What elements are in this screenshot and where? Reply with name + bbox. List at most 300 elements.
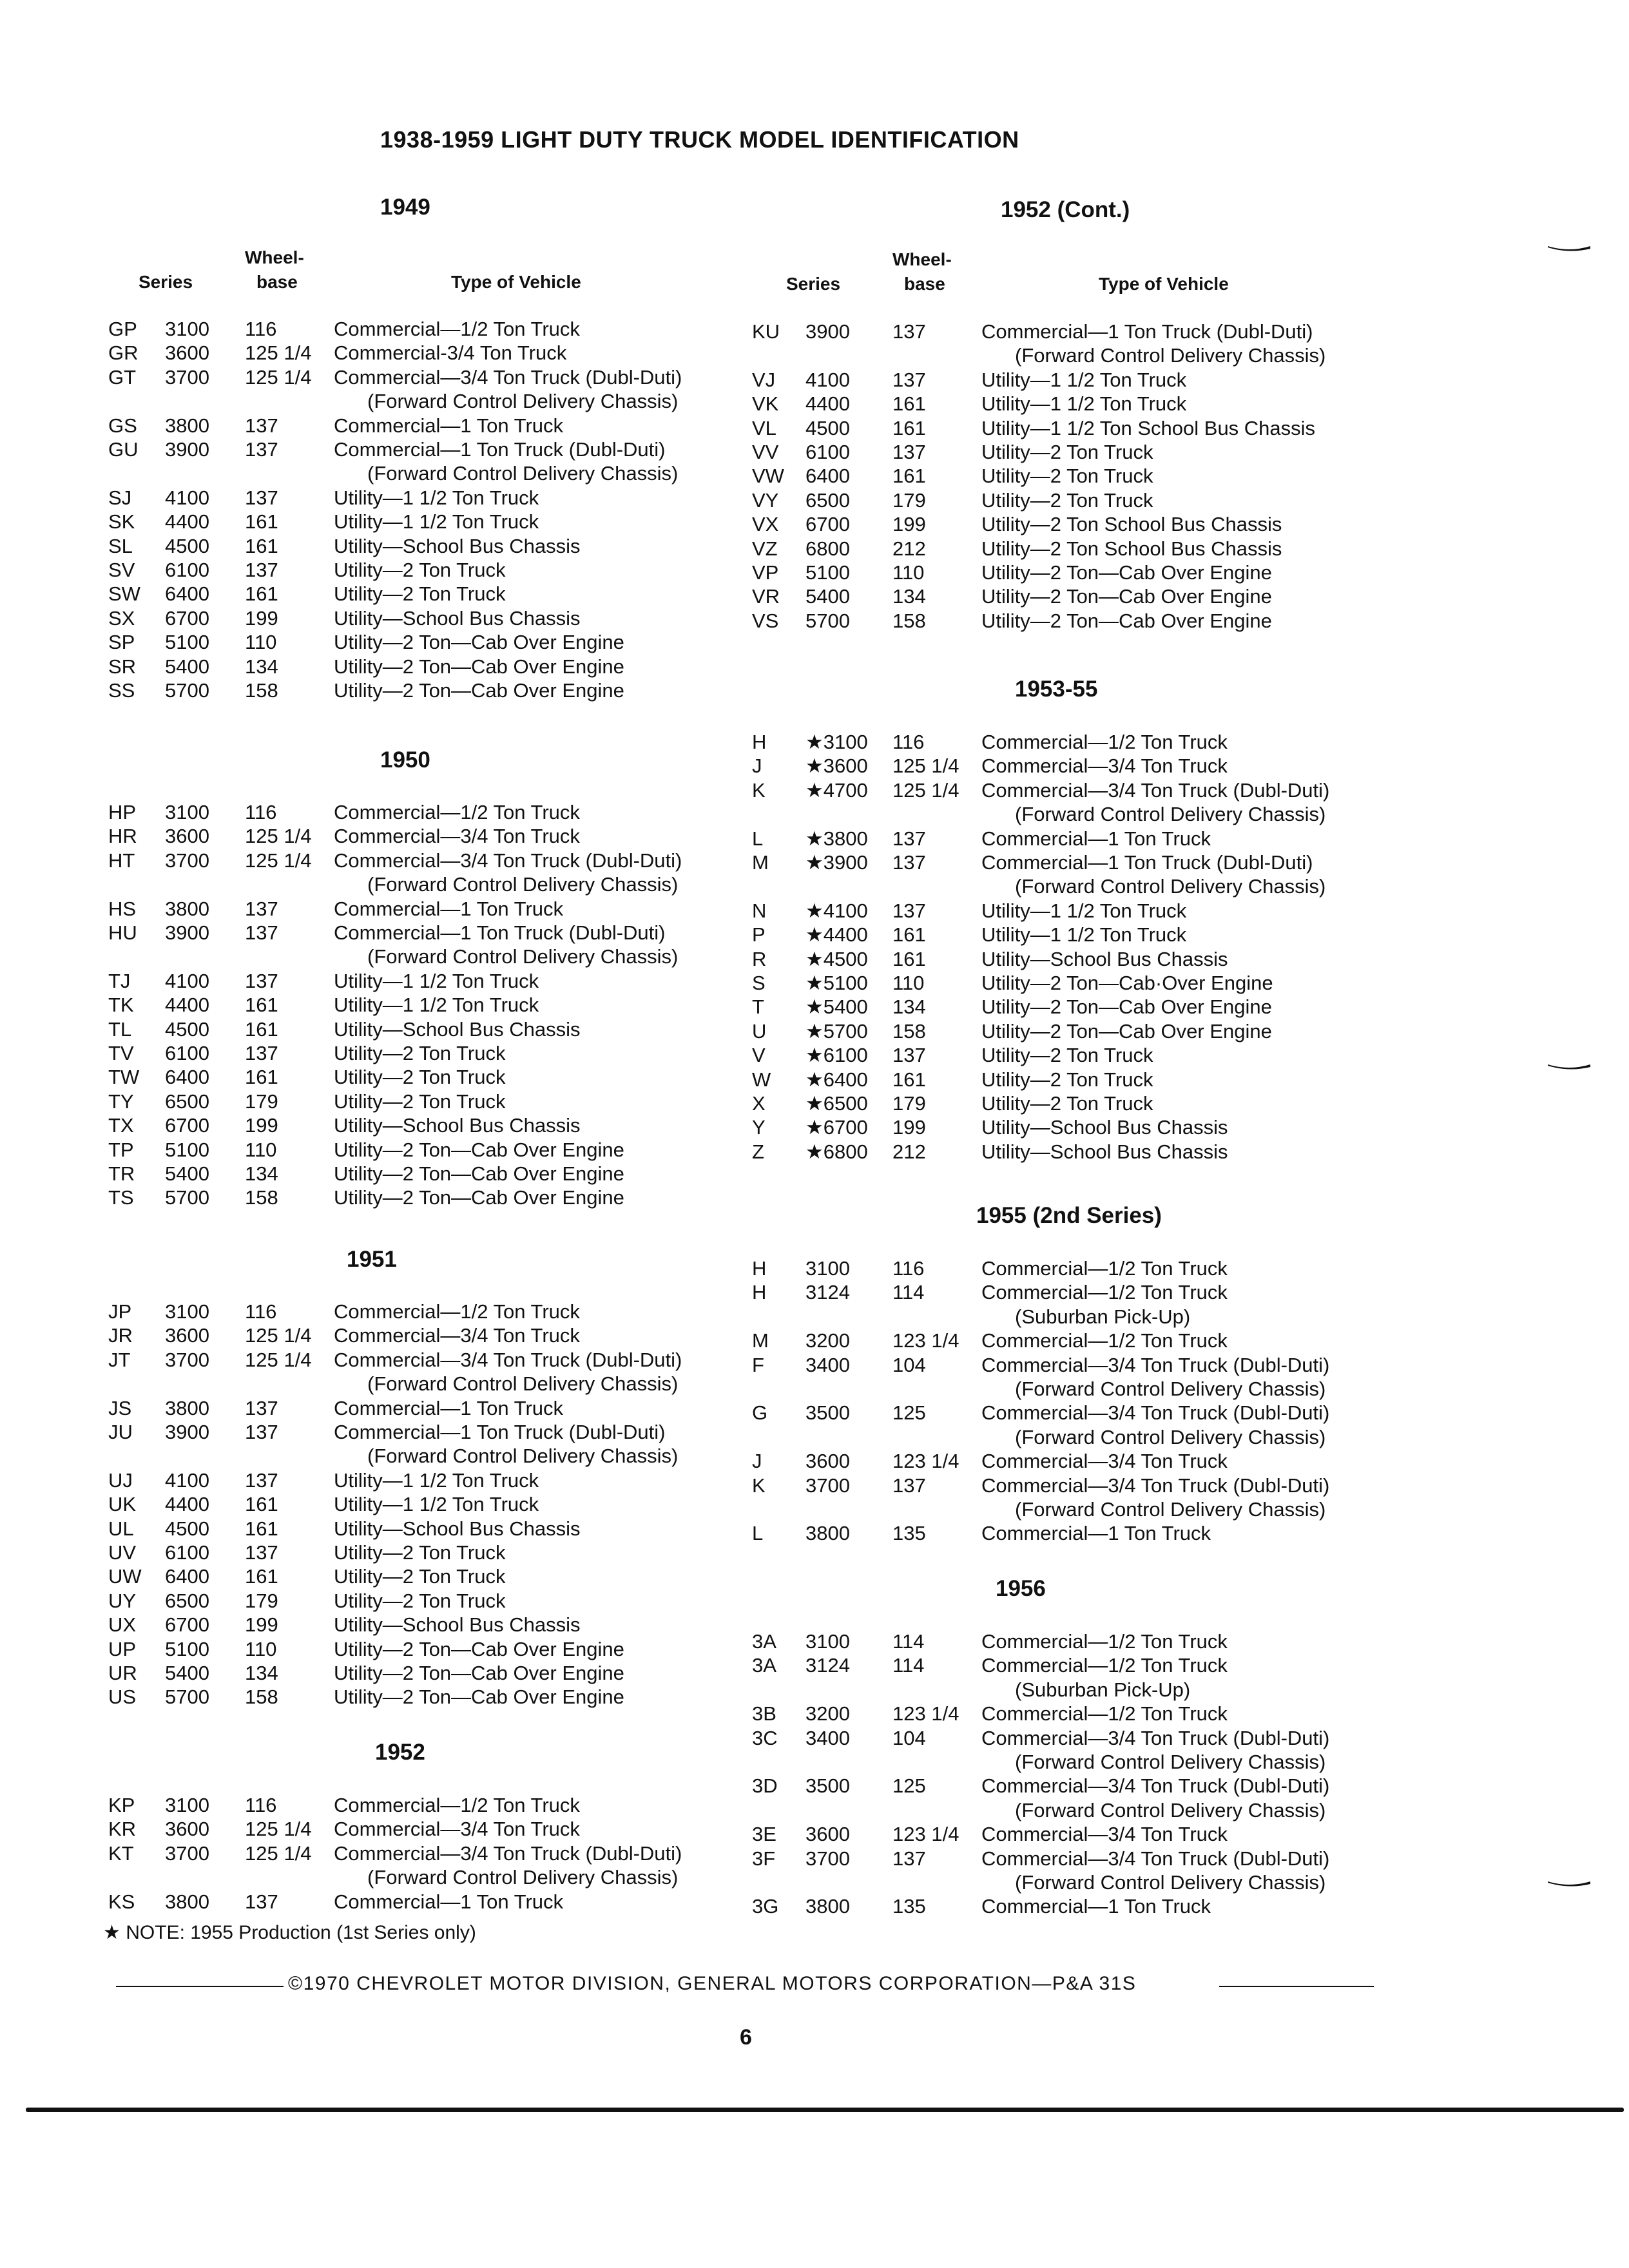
wheelbase-value: 110 bbox=[245, 631, 277, 654]
series-number: 5400 bbox=[165, 1162, 209, 1185]
vehicle-type: Commercial—3/4 Ton Truck (Dubl-Duti) bbox=[334, 1348, 682, 1371]
wheelbase-value: 199 bbox=[245, 606, 278, 629]
right-wheelbase-header: Wheel- bbox=[892, 249, 952, 269]
series-number: 5400 bbox=[165, 655, 209, 678]
model-code: JT bbox=[108, 1348, 131, 1371]
series-number: 3800 bbox=[805, 1895, 850, 1918]
table-row bbox=[90, 969, 735, 993]
model-code: 3D bbox=[752, 1774, 778, 1798]
vehicle-type: Utility—School Bus Chassis bbox=[334, 606, 581, 629]
series-number: 3500 bbox=[805, 1401, 850, 1425]
table-row bbox=[738, 1140, 1421, 1164]
model-code: SX bbox=[108, 606, 135, 629]
table-row bbox=[90, 1685, 735, 1709]
table-row bbox=[90, 1300, 735, 1323]
wheelbase-value: 123 1/4 bbox=[892, 1450, 959, 1473]
vehicle-type: Utility—1 1/2 Ton Truck bbox=[981, 923, 1187, 947]
series-number: ★6700 bbox=[805, 1116, 868, 1139]
series-number: 5100 bbox=[165, 1138, 209, 1161]
model-code: VR bbox=[752, 585, 780, 608]
series-number: 4100 bbox=[805, 368, 850, 391]
wheelbase-value: 158 bbox=[245, 1686, 278, 1709]
vehicle-type: Commercial—3/4 Ton Truck bbox=[981, 1823, 1228, 1846]
vehicle-type: Utility—2 Ton—Cab Over Engine bbox=[334, 1186, 624, 1209]
model-code: 3C bbox=[752, 1726, 778, 1749]
model-code: VK bbox=[752, 392, 779, 416]
wheelbase-value: 134 bbox=[892, 995, 926, 1019]
model-code: HP bbox=[108, 801, 137, 823]
table-row bbox=[738, 923, 1421, 947]
vehicle-type: Commercial—1/2 Ton Truck bbox=[981, 731, 1228, 753]
vehicle-type: Commercial—3/4 Ton Truck bbox=[334, 825, 580, 848]
model-code: N bbox=[752, 899, 767, 922]
right-wheelbase-header: base bbox=[904, 274, 945, 294]
wheelbase-value: 137 bbox=[245, 1042, 278, 1064]
wheelbase-value: 137 bbox=[245, 1421, 278, 1443]
model-code: M bbox=[752, 1329, 769, 1352]
vehicle-type: Utility—2 Ton—Cab Over Engine bbox=[981, 561, 1272, 584]
model-code: 3B bbox=[752, 1702, 776, 1725]
model-code: 3G bbox=[752, 1895, 779, 1918]
table-row bbox=[90, 1890, 735, 1914]
series-number: ★4400 bbox=[805, 923, 868, 947]
vehicle-type: Utility—2 Ton Truck bbox=[981, 465, 1153, 488]
model-code: TP bbox=[108, 1138, 134, 1161]
wheelbase-value: 110 bbox=[245, 1138, 277, 1161]
vehicle-type-note: (Forward Control Delivery Chassis) bbox=[367, 1372, 679, 1396]
vehicle-type: Utility—2 Ton—Cab Over Engine bbox=[334, 1686, 624, 1709]
series-number: 3200 bbox=[805, 1329, 850, 1352]
binding-mark-icon bbox=[1547, 245, 1592, 251]
vehicle-type: Commercial—3/4 Ton Truck (Dubl-Duti) bbox=[981, 1774, 1330, 1798]
series-number: 6400 bbox=[165, 1066, 209, 1089]
wheelbase-value: 179 bbox=[245, 1589, 278, 1612]
series-number: ★6100 bbox=[805, 1044, 868, 1067]
wheelbase-value: 161 bbox=[245, 534, 278, 557]
binding-mark-icon bbox=[1547, 1880, 1592, 1887]
model-code: G bbox=[752, 1401, 768, 1425]
wheelbase-value: 125 bbox=[892, 1774, 926, 1798]
table-row bbox=[738, 1449, 1421, 1473]
series-number: 3800 bbox=[165, 897, 209, 920]
series-number: 5700 bbox=[805, 609, 850, 632]
vehicle-type: Utility—2 Ton—Cab·Over Engine bbox=[981, 972, 1273, 994]
page-number: 6 bbox=[740, 2025, 752, 2050]
right-type-header: Type of Vehicle bbox=[1099, 274, 1229, 294]
wheelbase-value: 161 bbox=[892, 465, 926, 488]
vehicle-type: Utility—1 1/2 Ton Truck bbox=[334, 994, 539, 1017]
model-code: Z bbox=[752, 1140, 764, 1163]
series-number: ★3900 bbox=[805, 851, 868, 874]
wheelbase-value: 137 bbox=[892, 827, 926, 850]
wheelbase-value: 158 bbox=[245, 679, 278, 702]
model-code: U bbox=[752, 1019, 767, 1043]
wheelbase-value: 137 bbox=[245, 559, 278, 581]
table-row bbox=[90, 1541, 735, 1564]
model-code: UP bbox=[108, 1637, 137, 1660]
series-number: 3124 bbox=[805, 1654, 850, 1677]
model-code: VP bbox=[752, 561, 779, 584]
vehicle-type: Utility—2 Ton Truck bbox=[981, 1092, 1153, 1115]
table-row bbox=[90, 993, 735, 1017]
model-code: TV bbox=[108, 1042, 134, 1064]
table-row bbox=[738, 392, 1421, 416]
wheelbase-value: 137 bbox=[892, 368, 926, 391]
wheelbase-value: 135 bbox=[892, 1522, 926, 1545]
vehicle-type: Utility—School Bus Chassis bbox=[981, 947, 1228, 970]
model-code: V bbox=[752, 1044, 766, 1067]
copyright-footer: ©1970 CHEVROLET MOTOR DIVISION, GENERAL MOTORS CORPORATION—P&A 31S bbox=[288, 1973, 1137, 1994]
wheelbase-value: 137 bbox=[245, 414, 278, 437]
vehicle-type: Utility—School Bus Chassis bbox=[981, 1140, 1228, 1163]
model-code: VL bbox=[752, 416, 776, 439]
vehicle-type: Utility—1 1/2 Ton School Bus Chassis bbox=[981, 416, 1316, 439]
series-number: 3100 bbox=[165, 1794, 209, 1816]
model-code: JU bbox=[108, 1421, 133, 1443]
vehicle-type: Commercial—3/4 Ton Truck (Dubl-Duti) bbox=[981, 778, 1330, 802]
vehicle-type: Commercial-3/4 Ton Truck bbox=[334, 341, 567, 365]
vehicle-type: Utility—School Bus Chassis bbox=[334, 1613, 581, 1637]
table-row bbox=[738, 850, 1421, 874]
series-number: 6100 bbox=[165, 559, 209, 581]
vehicle-type: Utility—2 Ton—Cab Over Engine bbox=[981, 585, 1272, 608]
model-code: UX bbox=[108, 1613, 137, 1637]
table-row bbox=[738, 1401, 1421, 1425]
table-row bbox=[738, 537, 1421, 561]
wheelbase-value: 125 1/4 bbox=[245, 1324, 312, 1347]
year-heading: 1950 bbox=[380, 747, 430, 773]
model-code: VS bbox=[752, 609, 779, 632]
model-code: SV bbox=[108, 559, 135, 581]
model-code: TX bbox=[108, 1114, 134, 1137]
year-heading: 1952 (Cont.) bbox=[1001, 197, 1130, 222]
vehicle-type: Commercial—1 Ton Truck bbox=[334, 414, 564, 437]
table-row bbox=[738, 995, 1421, 1019]
model-code: UJ bbox=[108, 1468, 133, 1492]
model-code: GP bbox=[108, 318, 137, 340]
model-code: JR bbox=[108, 1324, 133, 1347]
model-code: K bbox=[752, 1474, 766, 1497]
wheelbase-value: 137 bbox=[245, 1396, 278, 1419]
series-number: ★6500 bbox=[805, 1092, 868, 1115]
model-code: 3E bbox=[752, 1823, 776, 1846]
series-number: 6800 bbox=[805, 537, 850, 560]
vehicle-type: Commercial—3/4 Ton Truck (Dubl-Duti) bbox=[334, 1841, 682, 1865]
series-number: 3900 bbox=[805, 320, 850, 343]
table-row bbox=[738, 1653, 1421, 1677]
table-row bbox=[738, 512, 1421, 536]
table-row bbox=[90, 534, 735, 558]
table-row bbox=[738, 899, 1421, 923]
model-code: JP bbox=[108, 1300, 132, 1323]
table-row bbox=[90, 486, 735, 510]
series-number: 6100 bbox=[805, 441, 850, 463]
vehicle-type: Utility—2 Ton—Cab Over Engine bbox=[334, 1138, 624, 1161]
series-number: 3600 bbox=[165, 341, 209, 365]
table-row bbox=[738, 1894, 1421, 1918]
wheelbase-value: 125 bbox=[892, 1401, 926, 1425]
series-number: 3800 bbox=[165, 1890, 209, 1913]
model-code: SS bbox=[108, 679, 135, 702]
vehicle-type-note: (Forward Control Delivery Chassis) bbox=[1015, 1425, 1326, 1448]
table-row bbox=[90, 582, 735, 606]
series-number: 3700 bbox=[165, 1841, 209, 1865]
table-row bbox=[738, 827, 1421, 850]
table-row bbox=[738, 1256, 1421, 1280]
vehicle-type-note: (Forward Control Delivery Chassis) bbox=[1015, 344, 1326, 367]
series-number: ★5100 bbox=[805, 972, 868, 994]
series-number: 3200 bbox=[805, 1702, 850, 1725]
wheelbase-value: 125 1/4 bbox=[892, 754, 959, 778]
series-number: 6700 bbox=[165, 1114, 209, 1137]
table-row bbox=[90, 558, 735, 582]
table-row bbox=[90, 1138, 735, 1162]
wheelbase-value: 123 1/4 bbox=[892, 1329, 959, 1352]
model-code: HU bbox=[108, 921, 137, 944]
series-number: ★6800 bbox=[805, 1140, 868, 1163]
table-row bbox=[90, 1396, 735, 1420]
vehicle-type: Commercial—3/4 Ton Truck (Dubl-Duti) bbox=[981, 1401, 1330, 1425]
model-code: HT bbox=[108, 849, 135, 872]
vehicle-type-note: (Forward Control Delivery Chassis) bbox=[1015, 803, 1326, 826]
wheelbase-value: 125 1/4 bbox=[892, 778, 959, 802]
vehicle-type: Utility—2 Ton Truck bbox=[334, 1066, 506, 1089]
year-heading: 1949 bbox=[380, 195, 430, 220]
wheelbase-value: 137 bbox=[892, 851, 926, 874]
model-code: TK bbox=[108, 994, 134, 1017]
left-type-header: Type of Vehicle bbox=[451, 272, 581, 292]
wheelbase-value: 137 bbox=[892, 1847, 926, 1870]
table-row bbox=[90, 678, 735, 702]
model-code: L bbox=[752, 827, 764, 850]
model-code: GT bbox=[108, 365, 137, 389]
table-row bbox=[90, 1041, 735, 1065]
vehicle-type: Commercial—1/2 Ton Truck bbox=[981, 1281, 1228, 1304]
series-number: ★4700 bbox=[805, 778, 868, 802]
vehicle-type: Utility—1 1/2 Ton Truck bbox=[981, 368, 1187, 391]
wheelbase-value: 134 bbox=[245, 655, 278, 678]
wheelbase-value: 161 bbox=[892, 947, 926, 970]
footer-rule-right bbox=[1219, 1986, 1374, 1987]
table-row bbox=[90, 1065, 735, 1089]
series-number: 6100 bbox=[165, 1042, 209, 1064]
table-row bbox=[90, 1420, 735, 1444]
wheelbase-value: 212 bbox=[892, 537, 926, 560]
model-code: UW bbox=[108, 1565, 142, 1588]
wheelbase-value: 104 bbox=[892, 1726, 926, 1749]
table-row bbox=[738, 1774, 1421, 1798]
vehicle-type: Utility—2 Ton—Cab Over Engine bbox=[334, 1162, 624, 1185]
series-number: 4500 bbox=[165, 1017, 209, 1041]
table-row bbox=[90, 1323, 735, 1347]
vehicle-type: Utility—1 1/2 Ton Truck bbox=[334, 1493, 539, 1516]
model-code: KT bbox=[108, 1841, 134, 1865]
series-number: 6500 bbox=[165, 1589, 209, 1612]
table-row bbox=[90, 1589, 735, 1613]
vehicle-type: Utility—School Bus Chassis bbox=[981, 1116, 1228, 1139]
wheelbase-value: 199 bbox=[892, 513, 926, 536]
table-row bbox=[90, 510, 735, 533]
vehicle-type: Utility—2 Ton—Cab Over Engine bbox=[334, 655, 624, 678]
model-code: KU bbox=[752, 320, 780, 343]
model-code: GS bbox=[108, 414, 137, 437]
model-code: H bbox=[752, 731, 767, 753]
series-number: 3100 bbox=[165, 801, 209, 823]
wheelbase-value: 137 bbox=[245, 1468, 278, 1492]
vehicle-type: Utility—2 Ton Truck bbox=[334, 1541, 506, 1564]
wheelbase-value: 104 bbox=[892, 1353, 926, 1376]
wheelbase-value: 161 bbox=[245, 1565, 278, 1588]
model-code: GR bbox=[108, 341, 139, 365]
table-row bbox=[90, 824, 735, 848]
table-row bbox=[90, 1517, 735, 1541]
vehicle-type: Commercial—1 Ton Truck bbox=[981, 827, 1211, 850]
vehicle-type: Utility—2 Ton School Bus Chassis bbox=[981, 537, 1282, 560]
table-row bbox=[738, 1019, 1421, 1043]
table-row bbox=[90, 800, 735, 824]
wheelbase-value: 116 bbox=[245, 1300, 277, 1323]
wheelbase-value: 123 1/4 bbox=[892, 1702, 959, 1725]
wheelbase-value: 137 bbox=[892, 441, 926, 463]
table-row bbox=[90, 1661, 735, 1685]
vehicle-type: Utility—School Bus Chassis bbox=[334, 1517, 581, 1540]
series-number: 3600 bbox=[165, 1818, 209, 1841]
wheelbase-value: 137 bbox=[892, 320, 926, 343]
bottom-rule bbox=[26, 2108, 1624, 2112]
wheelbase-value: 116 bbox=[245, 1794, 277, 1816]
year-heading: 1953-55 bbox=[1015, 677, 1098, 702]
series-number: 6500 bbox=[805, 488, 850, 512]
series-number: 3700 bbox=[165, 1348, 209, 1371]
table-row bbox=[738, 1091, 1421, 1115]
vehicle-type: Commercial—1/2 Ton Truck bbox=[334, 1300, 580, 1323]
series-number: ★3800 bbox=[805, 827, 868, 850]
vehicle-type: Utility—School Bus Chassis bbox=[334, 1017, 581, 1041]
series-number: 3500 bbox=[805, 1774, 850, 1798]
vehicle-type: Commercial—1 Ton Truck (Dubl-Duti) bbox=[334, 921, 666, 944]
series-number: 3900 bbox=[165, 438, 209, 461]
vehicle-type: Commercial—1/2 Ton Truck bbox=[334, 318, 580, 340]
wheelbase-value: 137 bbox=[892, 1044, 926, 1067]
vehicle-type: Commercial—3/4 Ton Truck (Dubl-Duti) bbox=[981, 1474, 1330, 1497]
table-row bbox=[90, 1468, 735, 1492]
year-heading: 1951 bbox=[347, 1247, 397, 1272]
wheelbase-value: 137 bbox=[892, 1474, 926, 1497]
series-number: 3124 bbox=[805, 1281, 850, 1304]
series-number: 5700 bbox=[165, 679, 209, 702]
wheelbase-value: 125 1/4 bbox=[245, 849, 312, 872]
series-number: 4100 bbox=[165, 486, 209, 509]
wheelbase-value: 161 bbox=[245, 510, 278, 533]
wheelbase-value: 137 bbox=[245, 1890, 278, 1913]
wheelbase-value: 116 bbox=[245, 318, 277, 340]
series-number: 3700 bbox=[805, 1847, 850, 1870]
vehicle-type-note: (Forward Control Delivery Chassis) bbox=[367, 1866, 679, 1889]
series-number: 3700 bbox=[805, 1474, 850, 1497]
vehicle-type-note: (Forward Control Delivery Chassis) bbox=[1015, 1378, 1326, 1400]
wheelbase-value: 161 bbox=[245, 1517, 278, 1540]
table-row bbox=[90, 365, 735, 389]
vehicle-type-note: (Forward Control Delivery Chassis) bbox=[367, 873, 679, 896]
vehicle-type: Utility—2 Ton—Cab Over Engine bbox=[334, 1637, 624, 1660]
series-number: 5100 bbox=[805, 561, 850, 584]
table-row bbox=[738, 1521, 1421, 1545]
vehicle-type: Commercial—1/2 Ton Truck bbox=[981, 1257, 1228, 1280]
vehicle-type: Utility—2 Ton Truck bbox=[981, 488, 1153, 512]
wheelbase-value: 199 bbox=[245, 1613, 278, 1637]
series-number: 6400 bbox=[165, 1565, 209, 1588]
vehicle-type: Utility—2 Ton Truck bbox=[334, 1042, 506, 1064]
table-row bbox=[738, 778, 1421, 802]
model-code: Y bbox=[752, 1116, 766, 1139]
vehicle-type: Commercial—1/2 Ton Truck bbox=[981, 1630, 1228, 1653]
vehicle-type: Commercial—1 Ton Truck (Dubl-Duti) bbox=[334, 1421, 666, 1443]
vehicle-type: Commercial—1 Ton Truck (Dubl-Duti) bbox=[981, 320, 1313, 343]
series-number: 6500 bbox=[165, 1090, 209, 1113]
table-row bbox=[90, 317, 735, 341]
model-code: VJ bbox=[752, 368, 776, 391]
series-number: 3900 bbox=[165, 1421, 209, 1443]
table-row bbox=[90, 1186, 735, 1209]
vehicle-type: Utility—2 Ton Truck bbox=[334, 1589, 506, 1612]
vehicle-type: Commercial—1/2 Ton Truck bbox=[334, 801, 580, 823]
model-code: VX bbox=[752, 513, 779, 536]
series-number: 3800 bbox=[165, 414, 209, 437]
series-number: 3900 bbox=[165, 921, 209, 944]
wheelbase-value: 123 1/4 bbox=[892, 1823, 959, 1846]
series-number: 6700 bbox=[165, 1613, 209, 1637]
vehicle-type: Utility—1 1/2 Ton Truck bbox=[334, 510, 539, 533]
table-row bbox=[738, 584, 1421, 608]
table-row bbox=[738, 464, 1421, 488]
vehicle-type: Commercial—1/2 Ton Truck bbox=[981, 1329, 1228, 1352]
table-row bbox=[738, 1726, 1421, 1750]
table-row bbox=[90, 1113, 735, 1137]
model-code: UR bbox=[108, 1662, 137, 1684]
model-code: HR bbox=[108, 825, 137, 848]
table-row bbox=[738, 440, 1421, 464]
table-row bbox=[738, 1822, 1421, 1846]
table-row bbox=[738, 971, 1421, 995]
series-number: ★5700 bbox=[805, 1019, 868, 1043]
model-code: TJ bbox=[108, 969, 131, 992]
vehicle-type: Utility—2 Ton—Cab Over Engine bbox=[334, 679, 624, 702]
series-number: ★5400 bbox=[805, 995, 868, 1019]
vehicle-type: Utility—1 1/2 Ton Truck bbox=[334, 969, 539, 992]
wheelbase-value: 137 bbox=[892, 899, 926, 922]
table-row bbox=[90, 1817, 735, 1841]
table-row bbox=[90, 1492, 735, 1516]
series-number: 4400 bbox=[165, 510, 209, 533]
series-number: ★4100 bbox=[805, 899, 868, 922]
series-number: ★4500 bbox=[805, 947, 868, 970]
table-row bbox=[738, 754, 1421, 778]
model-code: L bbox=[752, 1522, 764, 1545]
series-number: 4500 bbox=[165, 1517, 209, 1540]
series-number: 3600 bbox=[805, 1450, 850, 1473]
model-code: SP bbox=[108, 631, 135, 654]
table-row bbox=[738, 609, 1421, 633]
series-number: 5400 bbox=[165, 1662, 209, 1684]
wheelbase-value: 137 bbox=[245, 486, 278, 509]
table-row bbox=[738, 1068, 1421, 1091]
series-number: 6400 bbox=[805, 465, 850, 488]
series-number: 6100 bbox=[165, 1541, 209, 1564]
wheelbase-value: 161 bbox=[892, 923, 926, 947]
wheelbase-value: 116 bbox=[892, 1257, 925, 1280]
vehicle-type: Utility—School Bus Chassis bbox=[334, 534, 581, 557]
model-code: SR bbox=[108, 655, 137, 678]
